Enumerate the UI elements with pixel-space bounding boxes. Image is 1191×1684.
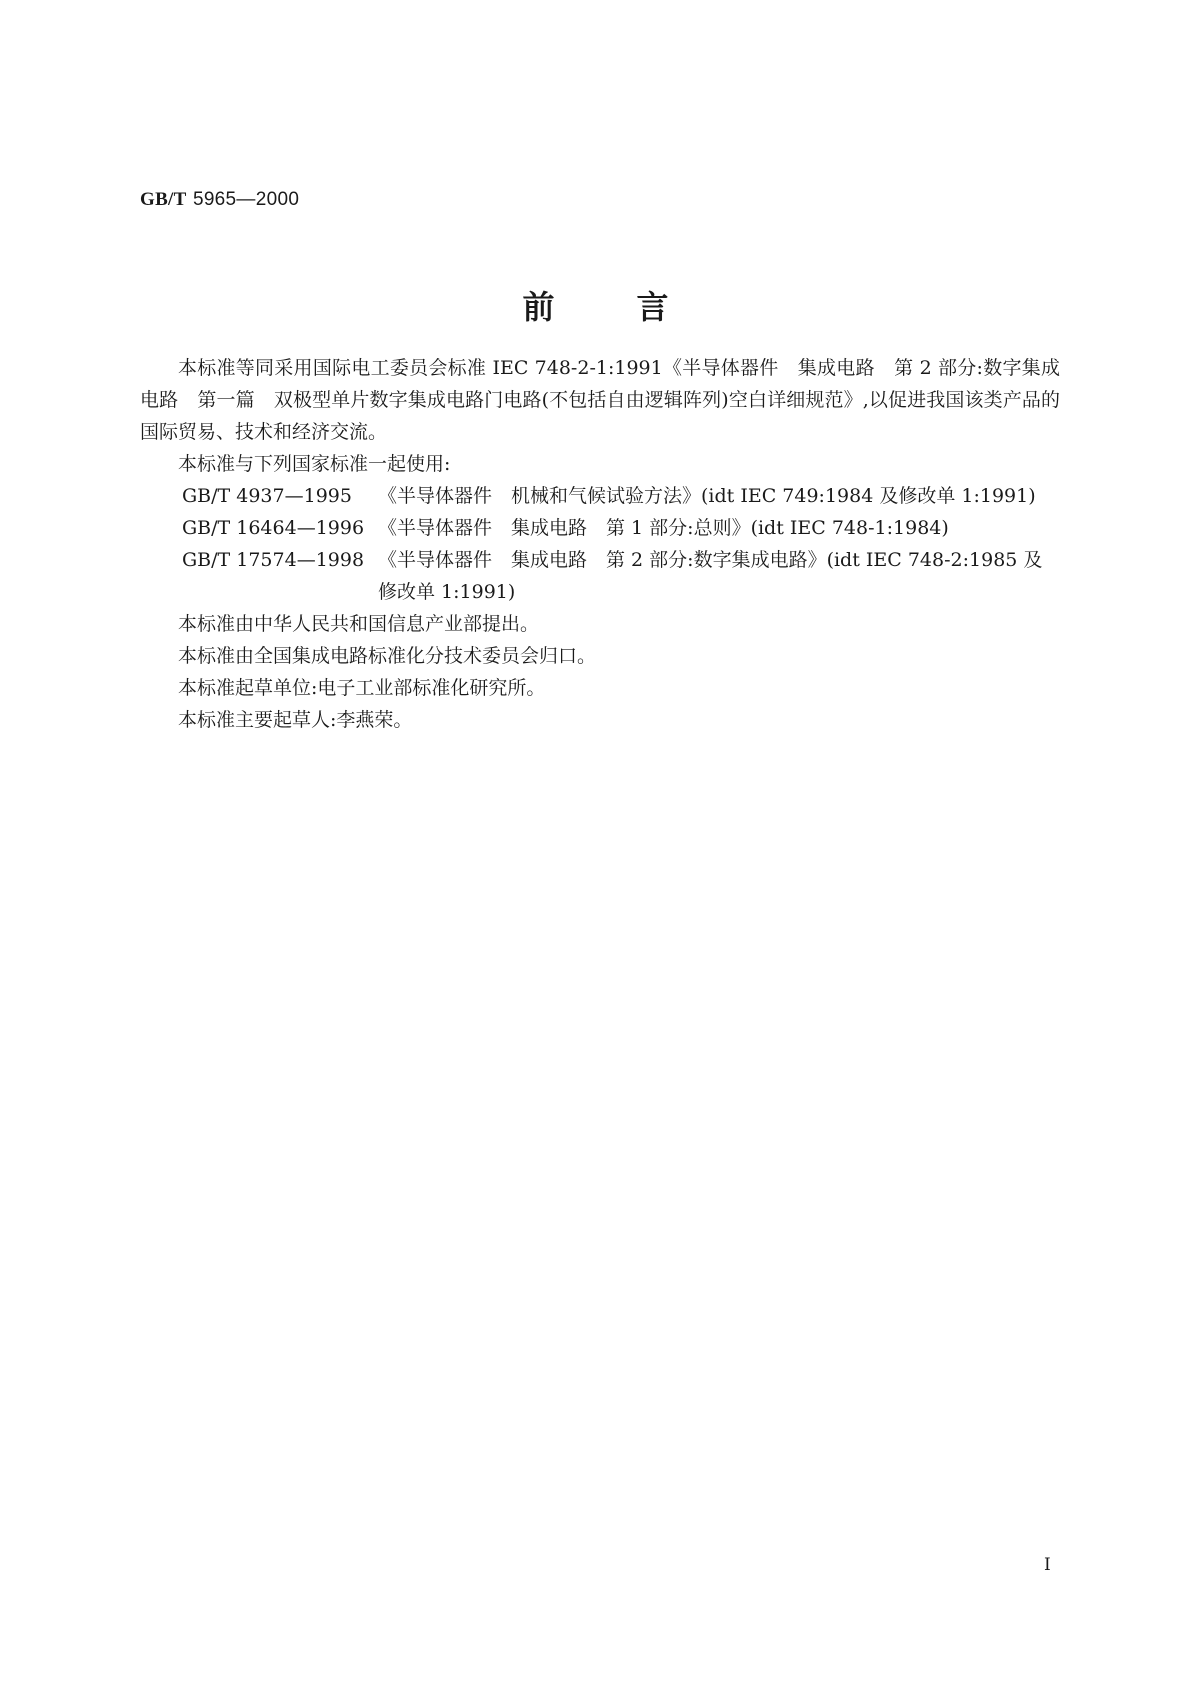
drafting-unit-paragraph: 本标准起草单位:电子工业部标准化研究所。 xyxy=(178,677,546,699)
reference-code: GB/T 16464—1996 xyxy=(182,517,365,539)
reference-list xyxy=(140,480,1060,608)
centralized-by-paragraph: 本标准由全国集成电路标准化分技术委员会归口。 xyxy=(178,645,597,667)
reference-item xyxy=(182,512,1060,544)
reference-code: GB/T 4937—1995 xyxy=(182,485,352,507)
proposed-by-paragraph: 本标准由中华人民共和国信息产业部提出。 xyxy=(178,613,540,635)
reference-item xyxy=(182,480,1060,512)
reference-code: GB/T 17574—1998 xyxy=(182,549,365,571)
page-number: I xyxy=(1044,1555,1051,1575)
reference-title: 《半导体器件 机械和气候试验方法》(idt IEC 749:1984 及修改单 1:1991) xyxy=(378,485,1036,507)
reference-title: 《半导体器件 集成电路 第 2 部分:数字集成电路》(idt IEC 748-2:1985 及修改单 1:1991) xyxy=(378,549,1043,603)
used-with-paragraph: 本标准与下列国家标准一起使用: xyxy=(178,453,451,475)
foreword-body xyxy=(140,352,1060,736)
intro-paragraph: 本标准等同采用国际电工委员会标准 IEC 748-2-1:1991《半导体器件 集成电路 第 2 部分:数字集成电路 第一篇 双极型单片数字集成电路门电路(不包括自由逻辑阵列)空白详细规范》,以促进我国该类产品的国际贸易、技术和经济交流。 xyxy=(140,357,1060,443)
drafter-paragraph: 本标准主要起草人:李燕荣。 xyxy=(178,709,413,731)
page-title: 前言 xyxy=(522,288,751,326)
standard-code-header xyxy=(140,188,299,211)
standard-prefix: GB/T xyxy=(140,189,187,210)
reference-item xyxy=(182,544,1060,608)
standard-number: 5965—2000 xyxy=(192,189,300,210)
reference-title: 《半导体器件 集成电路 第 1 部分:总则》(idt IEC 748-1:1984) xyxy=(378,517,949,539)
